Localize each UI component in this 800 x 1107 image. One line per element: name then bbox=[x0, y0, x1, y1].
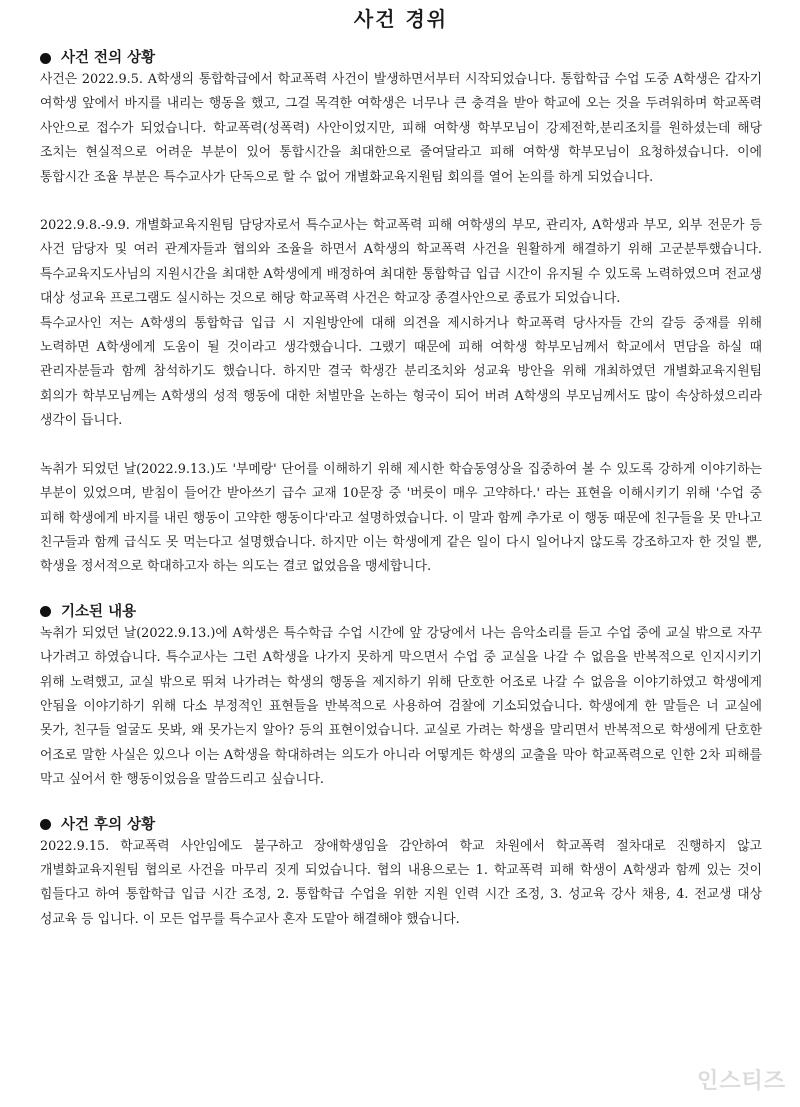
document-title: 사건 경위 bbox=[353, 7, 449, 31]
bullet-icon bbox=[40, 819, 51, 830]
paragraph: 녹취가 되었던 날(2022.9.13.)에 A학생은 특수학급 수업 시간에 앞 강당에서 나는 음악소리를 듣고 수업 중에 교실 밖으로 자꾸 나가려고 하였습니다. 특수교사는 그런 A학생을 나가지 못하게 막으면서 수업 중 교실을 나갈 수 없음을 반복적으로 인지시키기 위해 노력했고, 교실 밖으로 뛰쳐 나가려는 학생의 행동을 제지하기 위해 단호한 어조로 나갈 수 없음을 이야기하였고 학생에게 안됨을 이야기하기 위해 다소 부정적인 표현들을 반복적으로 사용하여 검찰에 기소되었습니다. 학생에게 한 말들은 너 교실에 못가, 친구들 얼굴도 못봐, 왜 못가는지 알아? 등의 표현이었습니다. 교실로 가려는 학생을 말리면서 반복적으로 학생에게 단호한 어조로 말한 사실은 있으나 이는 A학생을 학대하려는 의도가 아니라 어떻게든 학생의 교출을 막아 학교폭력으로 인한 2차 피해를 막고 싶어서 한 행동이었음을 말씀드리고 싶습니다. bbox=[40, 625, 762, 788]
watermark-logo: 인스티즈 bbox=[696, 1069, 786, 1094]
paragraph: 녹취가 되었던 날(2022.9.13.)도 '부메랑' 단어를 이해하기 위해 제시한 학습동영상을 집중하여 볼 수 있도록 강하게 이야기하는 부분이 있었으며, 받침이 들어간 받아쓰기 급수 교재 10문장 중 '버릇이 매우 고약하다.' 라는 표현을 이해시키기 위해 '수업 중 피해 학생에게 바지를 내린 행동이 고약한 행동이다'라고 설명하였습니다. 이 말과 함께 추가로 이 행동 때문에 친구들을 못 만나고 친구들과 함께 급식도 못 먹는다고 설명했습니다. 하지만 이는 학생에게 같은 일이 다시 일어나지 않도록 강조하고자 한 것일 뿐, 학생을 정서적으로 학대하고자 하는 의도는 결코 없었음을 맹세합니다. bbox=[40, 461, 762, 575]
section-after-incident bbox=[40, 815, 762, 933]
paragraph: 특수교사인 저는 A학생의 통합학급 입급 시 지원방안에 대해 의견을 제시하거나 학교폭력 당사자들 간의 갈등 중재를 위해 노력하면 A학생에게 도움이 될 것이라고 생각했습니다. 그랬기 때문에 피해 여학생 학부모님께서 학교에서 면담을 하실 때 관리자분들과 함께 참석하기도 했습니다. 하지만 결국 학생간 분리조치와 성교육 방안을 위해 개최하였던 개별화교육지원팀 회의가 학부모님께는 A학생의 성적 행동에 대한 처벌만을 논하는 형국이 되어 버려 A학생의 부모님께서도 많이 속상하셨으리라 생각이 듭니다. bbox=[40, 315, 762, 429]
section-heading bbox=[40, 48, 762, 68]
section-indicted-content bbox=[40, 602, 762, 793]
bullet-icon bbox=[40, 53, 51, 64]
paragraph: 사건은 2022.9.5. A학생의 통합학급에서 학교폭력 사건이 발생하면서부터 시작되었습니다. 통합학급 수업 도중 A학생은 갑자기 여학생 앞에서 바지를 내리는 행동을 했고, 그걸 목격한 여학생은 너무나 큰 충격을 받아 학교에 오는 것을 두려워하며 학교폭력 사안으로 접수가 되었습니다. 학교폭력(성폭력) 사안이었지만, 피해 여학생 학부모님이 강제전학,분리조치를 원하셨는데 해당 조치는 현실적으로 어려운 부분이 있어 통합시간을 최대한으로 줄여달라고 피해 여학생 학부모님이 요청하셨습니다. 이에 통합시간 조율 부분은 특수교사가 단독으로 할 수 없어 개별화교육지원팀 회의를 열어 논의를 하게 되었습니다. bbox=[40, 72, 762, 185]
section-heading-text: 사건 후의 상황 bbox=[61, 816, 156, 833]
section-heading bbox=[40, 815, 762, 835]
bullet-icon bbox=[40, 606, 51, 617]
paragraph: 2022.9.15. 학교폭력 사안임에도 불구하고 장애학생임을 감안하여 학교 차원에서 학교폭력 절차대로 진행하지 않고 개별화교육지원팀 협의로 사건을 마무리 짓게 되었습니다. 협의 내용으로는 1. 학교폭력 피해 학생이 A학생과 함께 있는 것이 힘들다고 하여 통합학급 입급 시간 조정, 2. 통합학급 수업을 위한 지원 인력 시간 조정, 3. 성교육 강사 채용, 4. 전교생 대상 성교육 등 입니다. 이 모든 업무를 특수교사 혼자 도맡아 해결해야 했습니다. bbox=[40, 838, 762, 927]
paragraph: 2022.9.8.-9.9. 개별화교육지원팀 담당자로서 특수교사는 학교폭력 피해 여학생의 부모, 관리자, A학생과 부모, 외부 전문가 등 사건 담당자 및 여러 관계자들과 협의와 조율을 하면서 A학생의 학교폭력 사건을 원활하게 해결하기 위해 고군분투했습니다. 특수교육지도사님의 지원시간을 최대한 A학생에게 배정하여 최대한 통합학급 입급 시간이 유지될 수 있도록 노력하였으며 전교생 대상 성교육 프로그램도 실시하는 것으로 해당 학교폭력 사건은 학교장 종결사안으로 종료가 되었습니다. bbox=[40, 218, 762, 307]
section-heading-text: 기소된 내용 bbox=[61, 603, 137, 620]
section-heading bbox=[40, 602, 762, 622]
section-before-incident bbox=[40, 48, 762, 580]
section-heading-text: 사건 전의 상황 bbox=[61, 50, 156, 66]
